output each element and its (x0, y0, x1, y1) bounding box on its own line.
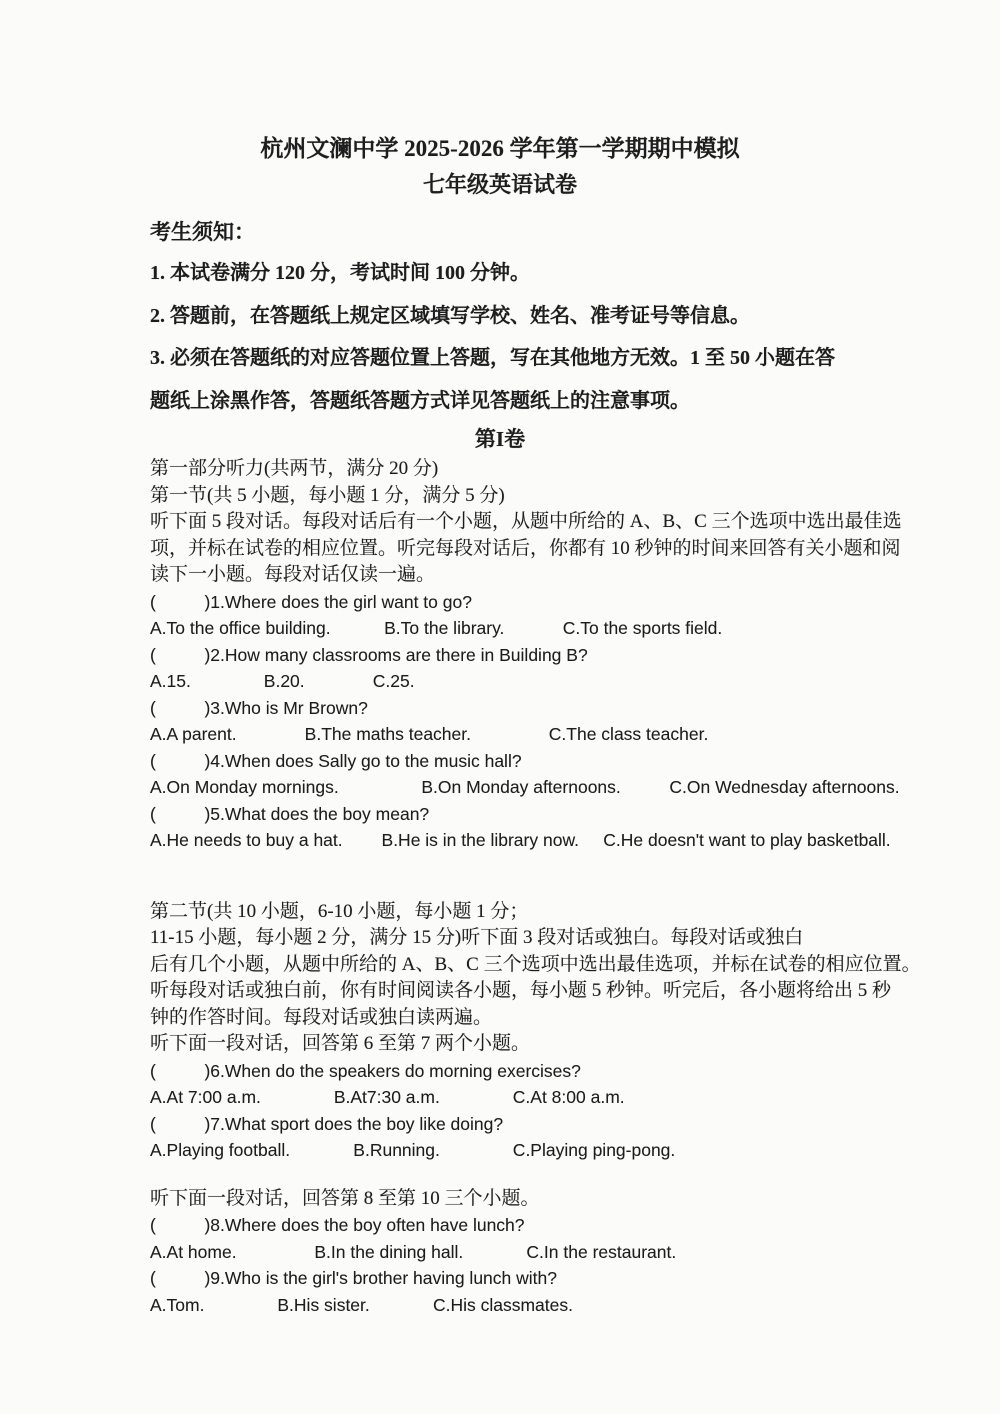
question-1-stem: ( )1.Where does the girl want to go? (150, 591, 472, 612)
question-1-options: A.To the office building. B.To the library. C.To the sports field. (150, 618, 723, 638)
question-4-options: A.On Monday mornings. B.On Monday afternoons. C.On Wednesday afternoons. (150, 777, 900, 797)
part1-listening-heading: 第一部分听力(共两节，满分 20 分) (150, 458, 439, 479)
section2-heading-line-2: 11-15 小题，每小题 2 分，满分 15 分)听下面 3 段对话或独白。每段对话或独白 (150, 927, 804, 948)
spacer (150, 1164, 1000, 1186)
section1-instructions-line-2: 项，并标在试卷的相应位置。听完每段对话后，你都有 10 秒钟的时间来回答有关小题和阅 (150, 537, 901, 559)
exam-title: 杭州文澜中学 2025-2026 学年第一学期期中模拟 (260, 136, 740, 161)
section2-heading-line-1: 第二节(共 10 小题，6-10 小题，每小题 1 分； (150, 900, 529, 922)
notice-heading: 考生须知： (150, 220, 255, 244)
question-8-stem: ( )8.Where does the boy often have lunch? (150, 1215, 525, 1235)
section2-instructions-line-2: 听每段对话或独白前，你有时间阅读各小题，每小题 5 秒钟。听完后，各小题将给出 5 秒 (150, 980, 892, 1001)
question-4-stem: ( )4.When does Sally go to the music hall? (150, 750, 522, 771)
question-6-stem: ( )6.When do the speakers do morning exercises? (150, 1060, 581, 1081)
exam-subtitle: 七年级英语试卷 (422, 172, 577, 197)
question-5-options: A.He needs to buy a hat. B.He is in the library now. C.He doesn't want to play basketball. (150, 830, 891, 850)
dialog-8-10-intro: 听下面一段对话，回答第 8 至第 10 三个小题。 (150, 1187, 540, 1209)
question-2-stem: ( )2.How many classrooms are there in Building B? (150, 644, 588, 665)
question-5-stem: ( )5.What does the boy mean? (150, 803, 430, 824)
question-9-stem: ( )9.Who is the girl's brother having lunch with? (150, 1268, 557, 1288)
notice-item-3-continued: 题纸上涂黑作答，答题纸答题方式详见答题纸上的注意事项。 (150, 389, 690, 412)
section1-instructions-line-1: 听下面 5 段对话。每段对话后有一个小题，从题中所给的 A、B、C 三个选项中选出最佳选 (150, 511, 902, 532)
section1-heading: 第一节(共 5 小题，每小题 1 分，满分 5 分) (150, 484, 505, 506)
section2-instructions-line-3: 钟的作答时间。每段对话或独白读两遍。 (150, 1006, 493, 1028)
spacer (150, 854, 1000, 899)
dialog-6-7-intro: 听下面一段对话，回答第 6 至第 7 两个小题。 (150, 1033, 531, 1054)
question-9-options: A.Tom. B.His sister. C.His classmates. (150, 1294, 573, 1315)
question-6-options: A.At 7:00 a.m. B.At7:30 a.m. C.At 8:00 a.m. (150, 1087, 625, 1107)
notice-item-1: 1. 本试卷满分 120 分，考试时间 100 分钟。 (150, 262, 530, 284)
volume-heading: 第I卷 (474, 427, 526, 451)
question-3-stem: ( )3.Who is Mr Brown? (150, 697, 368, 718)
notice-item-2: 2. 答题前，在答题纸上规定区域填写学校、姓名、准考证号等信息。 (150, 304, 750, 327)
notice-item-3: 3. 必须在答题纸的对应答题位置上答题，写在其他地方无效。1 至 50 小题在答 (150, 347, 835, 369)
question-7-options: A.Playing football. B.Running. C.Playing ping-pong. (150, 1140, 676, 1160)
question-7-stem: ( )7.What sport does the boy like doing? (150, 1113, 504, 1134)
section2-instructions-line-1: 后有几个小题，从题中所给的 A、B、C 三个选项中选出最佳选项，并标在试卷的相应位置。 (150, 953, 921, 975)
question-8-options: A.At home. B.In the dining hall. C.In the restaurant. (150, 1241, 677, 1262)
section1-instructions-line-3: 读下一小题。每段对话仅读一遍。 (150, 564, 436, 585)
question-3-options: A.A parent. B.The maths teacher. C.The class teacher. (150, 724, 709, 744)
question-2-options: A.15. B.20. C.25. (150, 671, 415, 691)
